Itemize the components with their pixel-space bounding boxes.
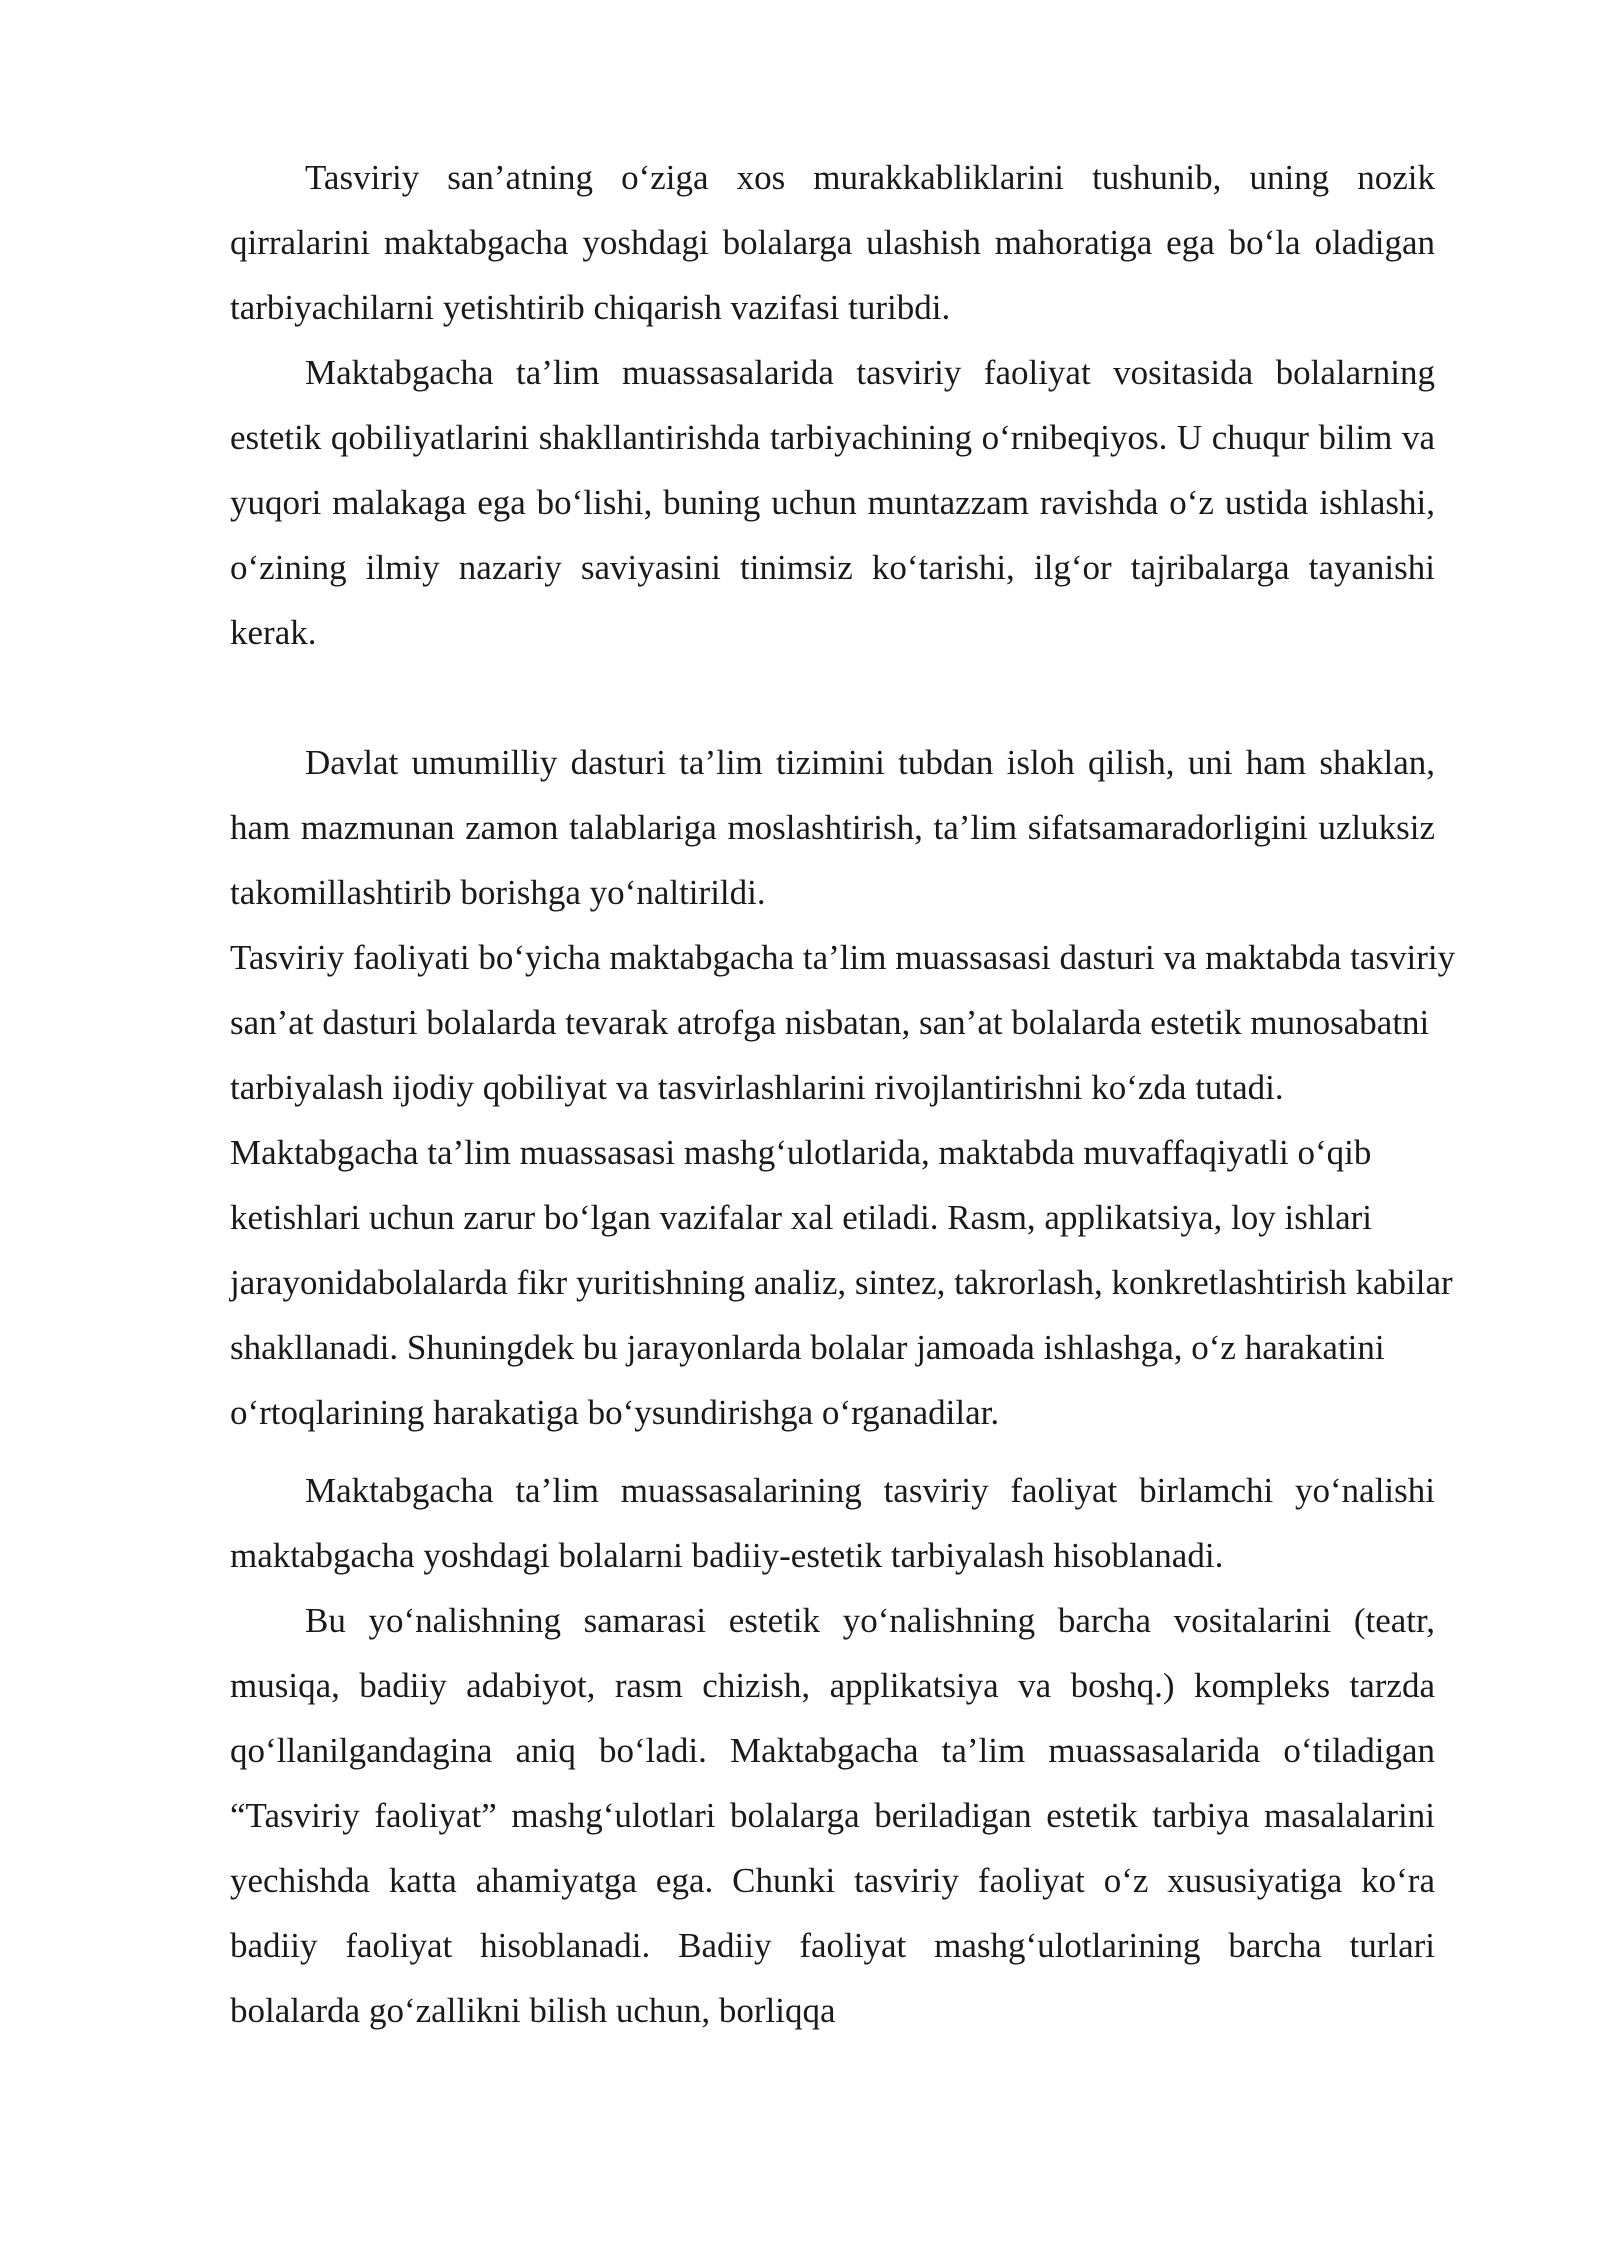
paragraph-2: Maktabgacha ta’lim muassasalarida tasviriy faoliyat vositasida bolalarning estetik qobiliyatlarini shakllantirishda tarbiyachining o‘rnibeqiyos. U chuqur bilim va yuqori malakaga ega bo‘lishi, buning uchun muntazzam ravishda o‘z ustida ishlashi, o‘zining ilmiy nazariy saviyasini tinimsiz ko‘tarishi, ilg‘or tajribalarga tayanishi kerak. [230,353,1435,652]
paragraph-6: Bu yo‘nalishning samarasi estetik yo‘nalishning barcha vositalarini (teatr, musiqa, badiiy adabiyot, rasm chizish, applikatsiya va boshq.) kompleks tarzda qo‘llanilgandagina aniq bo‘ladi. Maktabgacha ta’lim muassasalarida o‘tiladigan “Tasviriy faoliyat” mashg‘ulotlari bolalarga beriladigan estetik tarbiya masalalarini yechishda katta ahamiyatga ega. Chunki tasviriy faoliyat o‘z xususiyatiga ko‘ra badiiy faoliyat hisoblanadi. Badiiy faoliyat mashg‘ulotlarining barcha turlari bolalarda go‘zallikni bilish uchun, borliqqa [230,1601,1435,2030]
paragraph-4: Tasviriy faoliyati bo‘yicha maktabgacha ta’lim muassasasi dasturi va maktabda tasviriy san’at dasturi bolalarda tevarak atrofga nisbatan, san’at bolalarda estetik munosabatni tarbiyalash ijodiy qobiliyat va tasvirlashlarini rivojlantirishni ko‘zda tutadi. Maktabgacha ta’lim muassasasi mashg‘ulotlarida, maktabda muvaffaqiyatli o‘qib ketishlari uchun zarur bo‘lgan vazifalar xal etiladi. Rasm, applikatsiya, loy ishlari jarayonidabolalarda fikr yuritishning analiz, sintez, takrorlash, konkretlashtirish kabilar shakllanadi. Shuningdek bu jarayonlarda bolalar jamoada ishlashga, o‘z harakatini o‘rtoqlarining harakatiga bo‘ysundirishga o‘rganadilar. [230,938,1456,1432]
document-page [230,145,1456,2043]
paragraph-1: Tasviriy san’atning o‘ziga xos murakkabliklarini tushunib, uning nozik qirralarini maktabgacha yoshdagi bolalarga ulashish mahoratiga ega bo‘la oladigan tarbiyachilarni yetishtirib chiqarish vazifasi turibdi. [230,158,1435,327]
paragraph-5: Maktabgacha ta’lim muassasalarining tasviriy faoliyat birlamchi yo‘nalishi maktabgacha yoshdagi bolalarni badiiy-estetik tarbiyalash hisoblanadi. [230,1471,1435,1575]
paragraph-3: Davlat umumilliy dasturi ta’lim tizimini tubdan isloh qilish, uni ham shaklan, ham mazmunan zamon talablariga moslashtirish, ta’lim sifatsamaradorligini uzluksiz takomillashtirib borishga yo‘naltirildi. [230,743,1435,912]
